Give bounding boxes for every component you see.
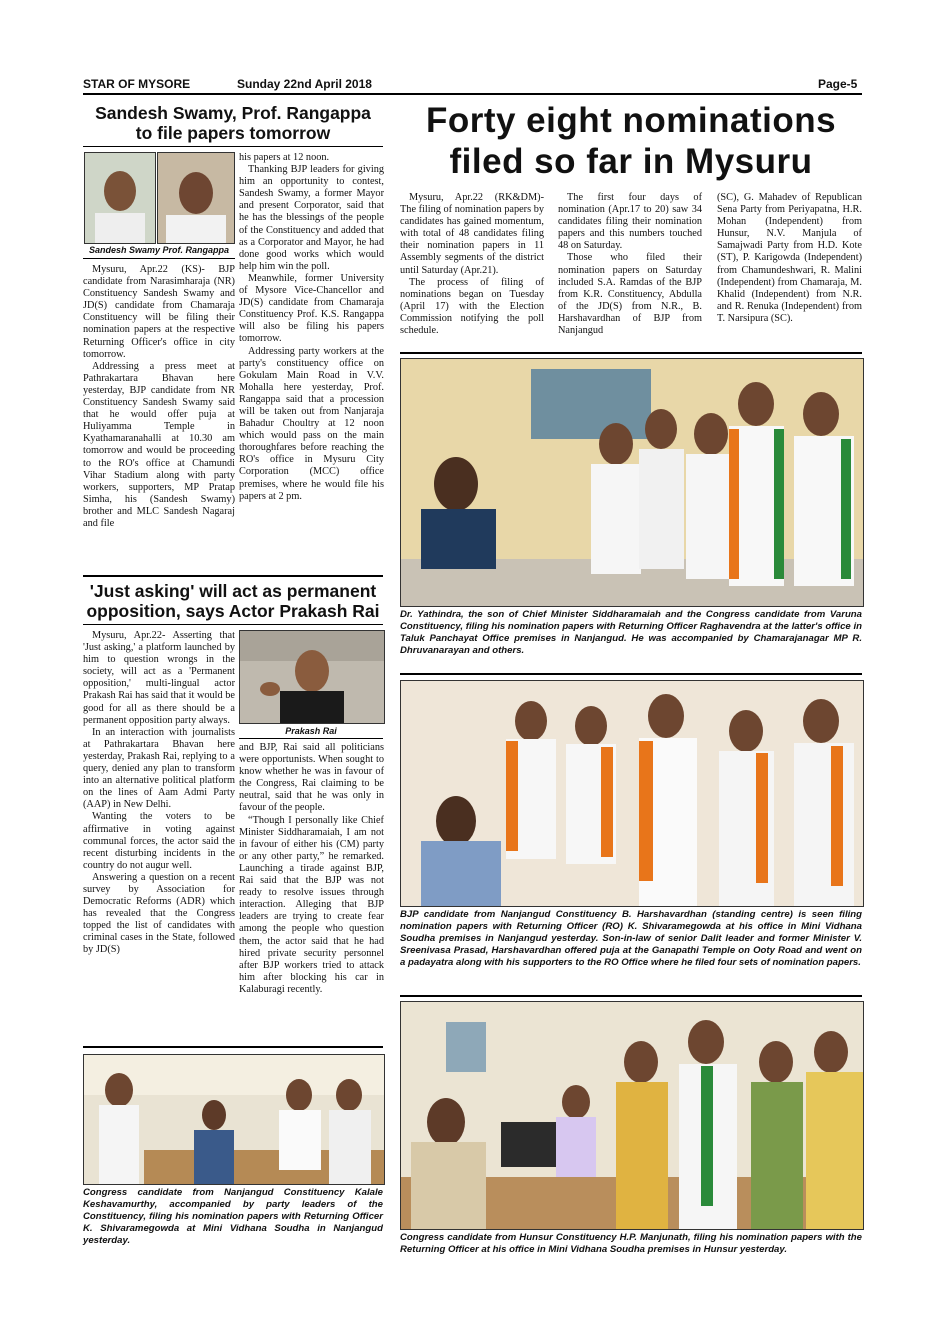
masthead-date: Sunday 22nd April 2018 [237,77,372,91]
paragraph: Meanwhile, former University of Mysore Vice-Chancellor and JD(S) candidate from Chamaraja Constituency Prof. K.S. Rangappa will also be filing his papers tomorrow. [239,272,384,345]
prakash-rai-photo [239,630,385,724]
kalale-keshavamurthy-photo [83,1054,385,1185]
paragraph: “Though I personally like Chief Minister Siddharamaiah, I am not in favour of either his (CM) party or any other party,” he remarked. Launching a tirade against BJP, Rai said that the BJP was not ready to resolve issues through interaction. Alleging that BJP leaders are trying to create fear among the people who question them, the actor said that he had hired private security personnel after BJP workers tried to attack him after blocking his car in Kalaburagi recently. [239,814,384,995]
paragraph: Wanting the voters to be affirmative in voting against communal forces, the actor said the recent disturbing incidents in the country do not augur well. [83,811,235,871]
section-rule [400,995,862,997]
photo-b-caption: BJP candidate from Nanjangud Constituency B. Harshavardhan (standing centre) is seen filing nomination papers with Returning Officer (RO) K. Shivaramegowda at his office in Mini Vidhana Soudha premises in Nanjangud yesterday. Son-in-law of senior Dalit leader and former Minister V. Sreenivasa Prasad, Harshavardhan offered puja at the Ganapathi Temple on Ooty Road and went on a padayatra along with his supporters to the RO Office where he filed four sets of nomination papers. [400,909,862,968]
story1-headline-line2: to file papers tomorrow [135,123,331,144]
masthead-paper: STAR OF MYSORE [83,77,191,91]
story1-column-1 [83,264,235,530]
story3-headline-line2: filed so far in Mysuru [449,142,813,181]
story1-headline-line1: Sandesh Swamy, Prof. Rangappa [95,103,371,123]
paragraph: Addressing a press meet at Pathrakartara Bhavan here yesterday, BJP candidate from NR Constituency Sandesh Swamy said that he would offer puja at Huliyamma Temple in Kyathamaranahalli at 10.30 am tomorrow and would be proceeding to the RO's office at Chamundi Vihar Stadium along with party workers, supporters, MP Pratap Simha, his (Sandesh Swamy) brother and MLC Sandesh Nagaraj and file [83,360,235,529]
story1-column-2 [239,152,384,503]
rangappa-photo [157,152,235,244]
story1-photo-caption: Sandesh Swamy Prof. Rangappa [88,245,230,255]
paragraph: The first four days of nomination (Apr.17 to 20) saw 34 candidates filing their nomination papers and this numbers touched 48 on Saturday. [558,192,702,252]
sandesh-swamy-photo [84,152,156,244]
paragraph: and BJP, Rai said all politicians were opportunists. When sought to know whether he was in favour of the Congress, Rai claiming to be neutral, said that he was only in favour of the people. [239,742,384,814]
section-rule [400,352,862,354]
story3-column-1 [400,192,544,337]
story1-rule [83,146,383,147]
paragraph: his papers at 12 noon. [239,152,330,163]
story2-headline-line2: opposition, says Actor Prakash Rai [86,601,380,622]
photo-a-caption: Dr. Yathindra, the son of Chief Minister Siddharamaiah and the Congress candidate from Varuna Constituency, filing his nomination papers with Returning Officer Raghavendra at the latter's office in Taluk Panchayat Office premises in Nanjangud. He was accompanied by Chamarajanagar MP R. Dhruvanarayan and others. [400,609,862,656]
story3-headline [400,100,862,182]
yathindra-nomination-photo [400,358,864,607]
paragraph: Answering a question on a recent survey by Association for Democratic Reforms (ADR) which has revealed that the Congress topped the list of candidates with criminal cases in the State, followed by JD(S) [83,871,235,956]
photo-c-caption: Congress candidate from Nanjangud Constituency Kalale Keshavamurthy, accompanied by party leaders of the Constituency, filing his nomination papers with Returning Officer K. Shivaramegowda at Mini Vidhana Soudha in Nanjangud yesterday. [83,1187,383,1246]
masthead-page: Page-5 [818,77,858,91]
section-rule [83,1046,383,1048]
story2-column-1 [83,630,235,957]
paragraph: (SC), G. Mahadev of Republican Sena Party from Periyapatna, H.R. Mohan (Independent) from Hunsur, N.V. Manjula of Samajwadi Party from H.D. Kote (ST), P. Karigowda (Independent) from Chamundeshwari, R. Malini (Independent) from Chamaraja, M. Khalid (Independent) from N.R. and R. Renuka (Independent) from T. Narsipura (SC). [717,192,862,324]
section-rule [83,575,383,577]
paragraph: Mysuru, Apr.22- Asserting that 'Just asking,' a platform launched by him to question wrongs in the society, will act as a 'Permanent opposition,' multi-lingual actor Prakash Rai has said that it would be good for all as there should be a permanent opposition party always. [83,630,235,726]
story3-column-3 [717,192,862,325]
harshavardhan-nomination-photo [400,680,864,907]
paragraph: The process of filing of nominations began on Tuesday (April 17) with the Election Commission notifying the poll schedule. [400,276,544,337]
story1-headline [83,103,383,143]
story2-photo-rule [239,738,383,739]
section-rule [400,673,862,675]
paragraph: Addressing party workers at the party's constituency office on Gokulam Main Road in V.V. Mohalla here yesterday, Prof. Rangappa said that a procession will be taken out from Nanjaraja Bahadur Choultry at 12 noon which would pass on the main thoroughfares before reaching the RO's office in Mysuru City Corporation (MCC) office premises, where he would file his papers at 2 pm. [239,345,384,502]
story1-photo-rule [83,258,235,259]
story2-headline [83,581,383,621]
manjunath-nomination-photo [400,1001,864,1230]
paragraph: Thanking BJP leaders for giving him an opportunity to contest, Sandesh Swamy, a former Mayor and present Corporator, said that he has the blessings of the people of the Constituency and added that as a Corporator and Mayor, he had done good works which would help him win the poll. [239,164,384,272]
masthead-rule [83,93,862,95]
paragraph: Mysuru, Apr.22 (RK&DM)- The filing of nomination papers by candidates has gained momentum, with total of 48 candidates filing their nomination papers in 11 Assembly segments of the district until Saturday (Apr.21). [400,192,544,276]
story2-photo-caption: Prakash Rai [285,726,337,736]
paragraph: Mysuru, Apr.22 (KS)- BJP candidate from Narasimharaja (NR) Constituency Sandesh Swamy and JD(S) candidate from Chamaraja Constituency will be filing their nomination papers at the respective Returning Officer's office in city tomorrow. [83,264,235,360]
story2-column-2 [239,742,384,996]
story2-rule [83,624,383,625]
story3-headline-line1: Forty eight nominations [425,101,837,140]
story3-column-2 [558,192,702,337]
story2-headline-line1: 'Just asking' will act as permanent [89,581,377,601]
paragraph: Those who filed their nomination papers on Saturday included S.A. Ramdas of the BJP from K.R. Constituency, Abdulla of the JD(S) from N.R., B. Harshavardhan of BJP from Nanjangud [558,252,702,337]
paragraph: In an interaction with journalists at Pathrakartara Bhavan here yesterday, Prakash Rai, replying to a query, denied any plan to transform into an alternative political platform on the lines of Aam Admi Party (AAP) in New Delhi. [83,726,235,811]
photo-d-caption: Congress candidate from Hunsur Constituency H.P. Manjunath, filing his nomination papers with the Returning Officer at his office in Mini Vidhana Soudha premises in Hunsur yesterday. [400,1232,862,1255]
